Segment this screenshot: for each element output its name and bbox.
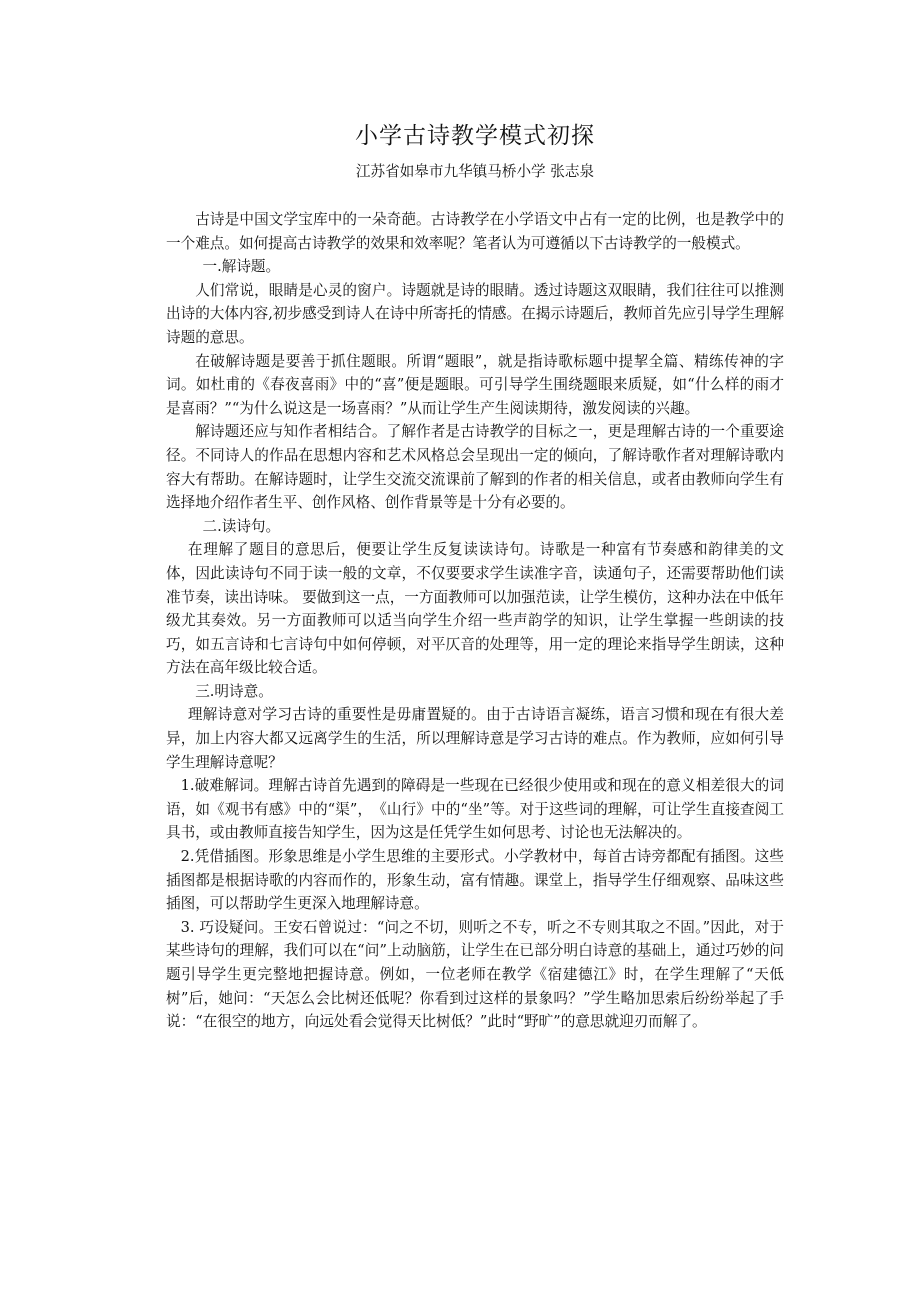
section-heading-2: 二.读诗句。 [202,517,281,535]
body-paragraph: 解诗题还应与知作者相结合。了解作者是古诗教学的目标之一，更是理解古诗的一个重要途径。不同诗人的作品在思想内容和艺术风格总会呈现出一定的倾向，了解诗歌作者对理解诗歌内容大有帮助。在解诗题时，让学生交流交流课前了解到的作者的相关信息，或者由教师向学生有选择地介绍作者生平、创作风格、创作背景等是十分有必要的。 [166,423,784,512]
section-heading-3: 三.明诗意。 [195,682,273,700]
intro-paragraph: 古诗是中国文学宝库中的一朵奇葩。古诗教学在小学语文中占有一定的比例，也是教学中的一个难点。如何提高古诗教学的效果和效率呢？笔者认为可遵循以下古诗教学的一般模式。 [166,211,784,252]
document-body [166,208,784,1034]
list-item-paragraph: 1.破难解词。理解古诗首先遇到的障碍是一些现在已经很少使用或和现在的意义相差很大的词语，如《观书有感》中的“渠”， 《山行》中的“坐”等。对于这些词的理解，可让学生直接查阅工具书，或由教师直接告知学生，因为这是任凭学生如何思考、讨论也无法解决的。 [166,777,784,842]
author-line: 江苏省如皋市九华镇马桥小学 张志泉 [355,163,595,180]
list-item-paragraph: 3. 巧设疑问。王安石曾说过：“问之不切，则听之不专，听之不专则其取之不固。”因此，对于某些诗句的理解，我们可以在“问”上动脑筋，让学生在已部分明白诗意的基础上，通过巧妙的问题引导学生更完整地把握诗意。例如，一位老师在教学《宿建德江》时，在学生理解了“天低树”后，她问：“天怎么会比树还低呢？你看到过这样的景象吗？”学生略加思索后纷纷举起了手说：“在很空的地方，向远处看会觉得天比树低？”此时“野旷”的意思就迎刃而解了。 [166,918,784,1031]
document-title: 小学古诗教学模式初探 [355,123,595,149]
body-paragraph: 理解诗意对学习古诗的重要性是毋庸置疑的。由于古诗语言凝练，语言习惯和现在有很大差异，加上内容大都又远离学生的生活，所以理解诗意是学习古诗的难点。作为教师，应如何引导学生理解诗意呢？ [166,706,784,771]
list-item-paragraph: 2.凭借插图。形象思维是小学生思维的主要形式。小学教材中，每首古诗旁都配有插图。这些插图都是根据诗歌的内容而作的，形象生动，富有情趣。课堂上，指导学生仔细观察、品味这些插图，可以帮助学生更深入地理解诗意。 [166,848,784,913]
section-heading-1: 一.解诗题。 [202,258,281,276]
body-paragraph: 在理解了题目的意思后，便要让学生反复读读诗句。诗歌是一种富有节奏感和韵律美的文体，因此读诗句不同于读一般的文章，不仅要要求学生读准字音，读通句子，还需要帮助他们读准节奏，读出诗味。 要做到这一点，一方面教师可以加强范读，让学生模仿，这种办法在中低年级尤其奏效。另一方面教师可以适当向学生介绍一些声韵学的知识，让学生掌握一些朗读的技巧，如五言诗和七言诗句中如何停顿，对平仄音的处理等，用一定的理论来指导学生朗读，这种方法在高年级比较合适。 [166,541,784,677]
body-paragraph: 在破解诗题是要善于抓住题眼。所谓“题眼”，就是指诗歌标题中提挈全篇、精练传神的字词。如杜甫的《春夜喜雨》中的“喜”便是题眼。可引导学生围绕题眼来质疑，如“什么样的雨才是喜雨？”“为什么说这是一场喜雨？”从而让学生产生阅读期待，激发阅读的兴趣。 [166,352,784,417]
body-paragraph: 人们常说，眼睛是心灵的窗户。诗题就是诗的眼睛。透过诗题这双眼睛，我们往往可以推测出诗的大体内容,初步感受到诗人在诗中所寄托的情感。在揭示诗题后，教师首先应引导学生理解诗题的意思。 [166,281,784,346]
